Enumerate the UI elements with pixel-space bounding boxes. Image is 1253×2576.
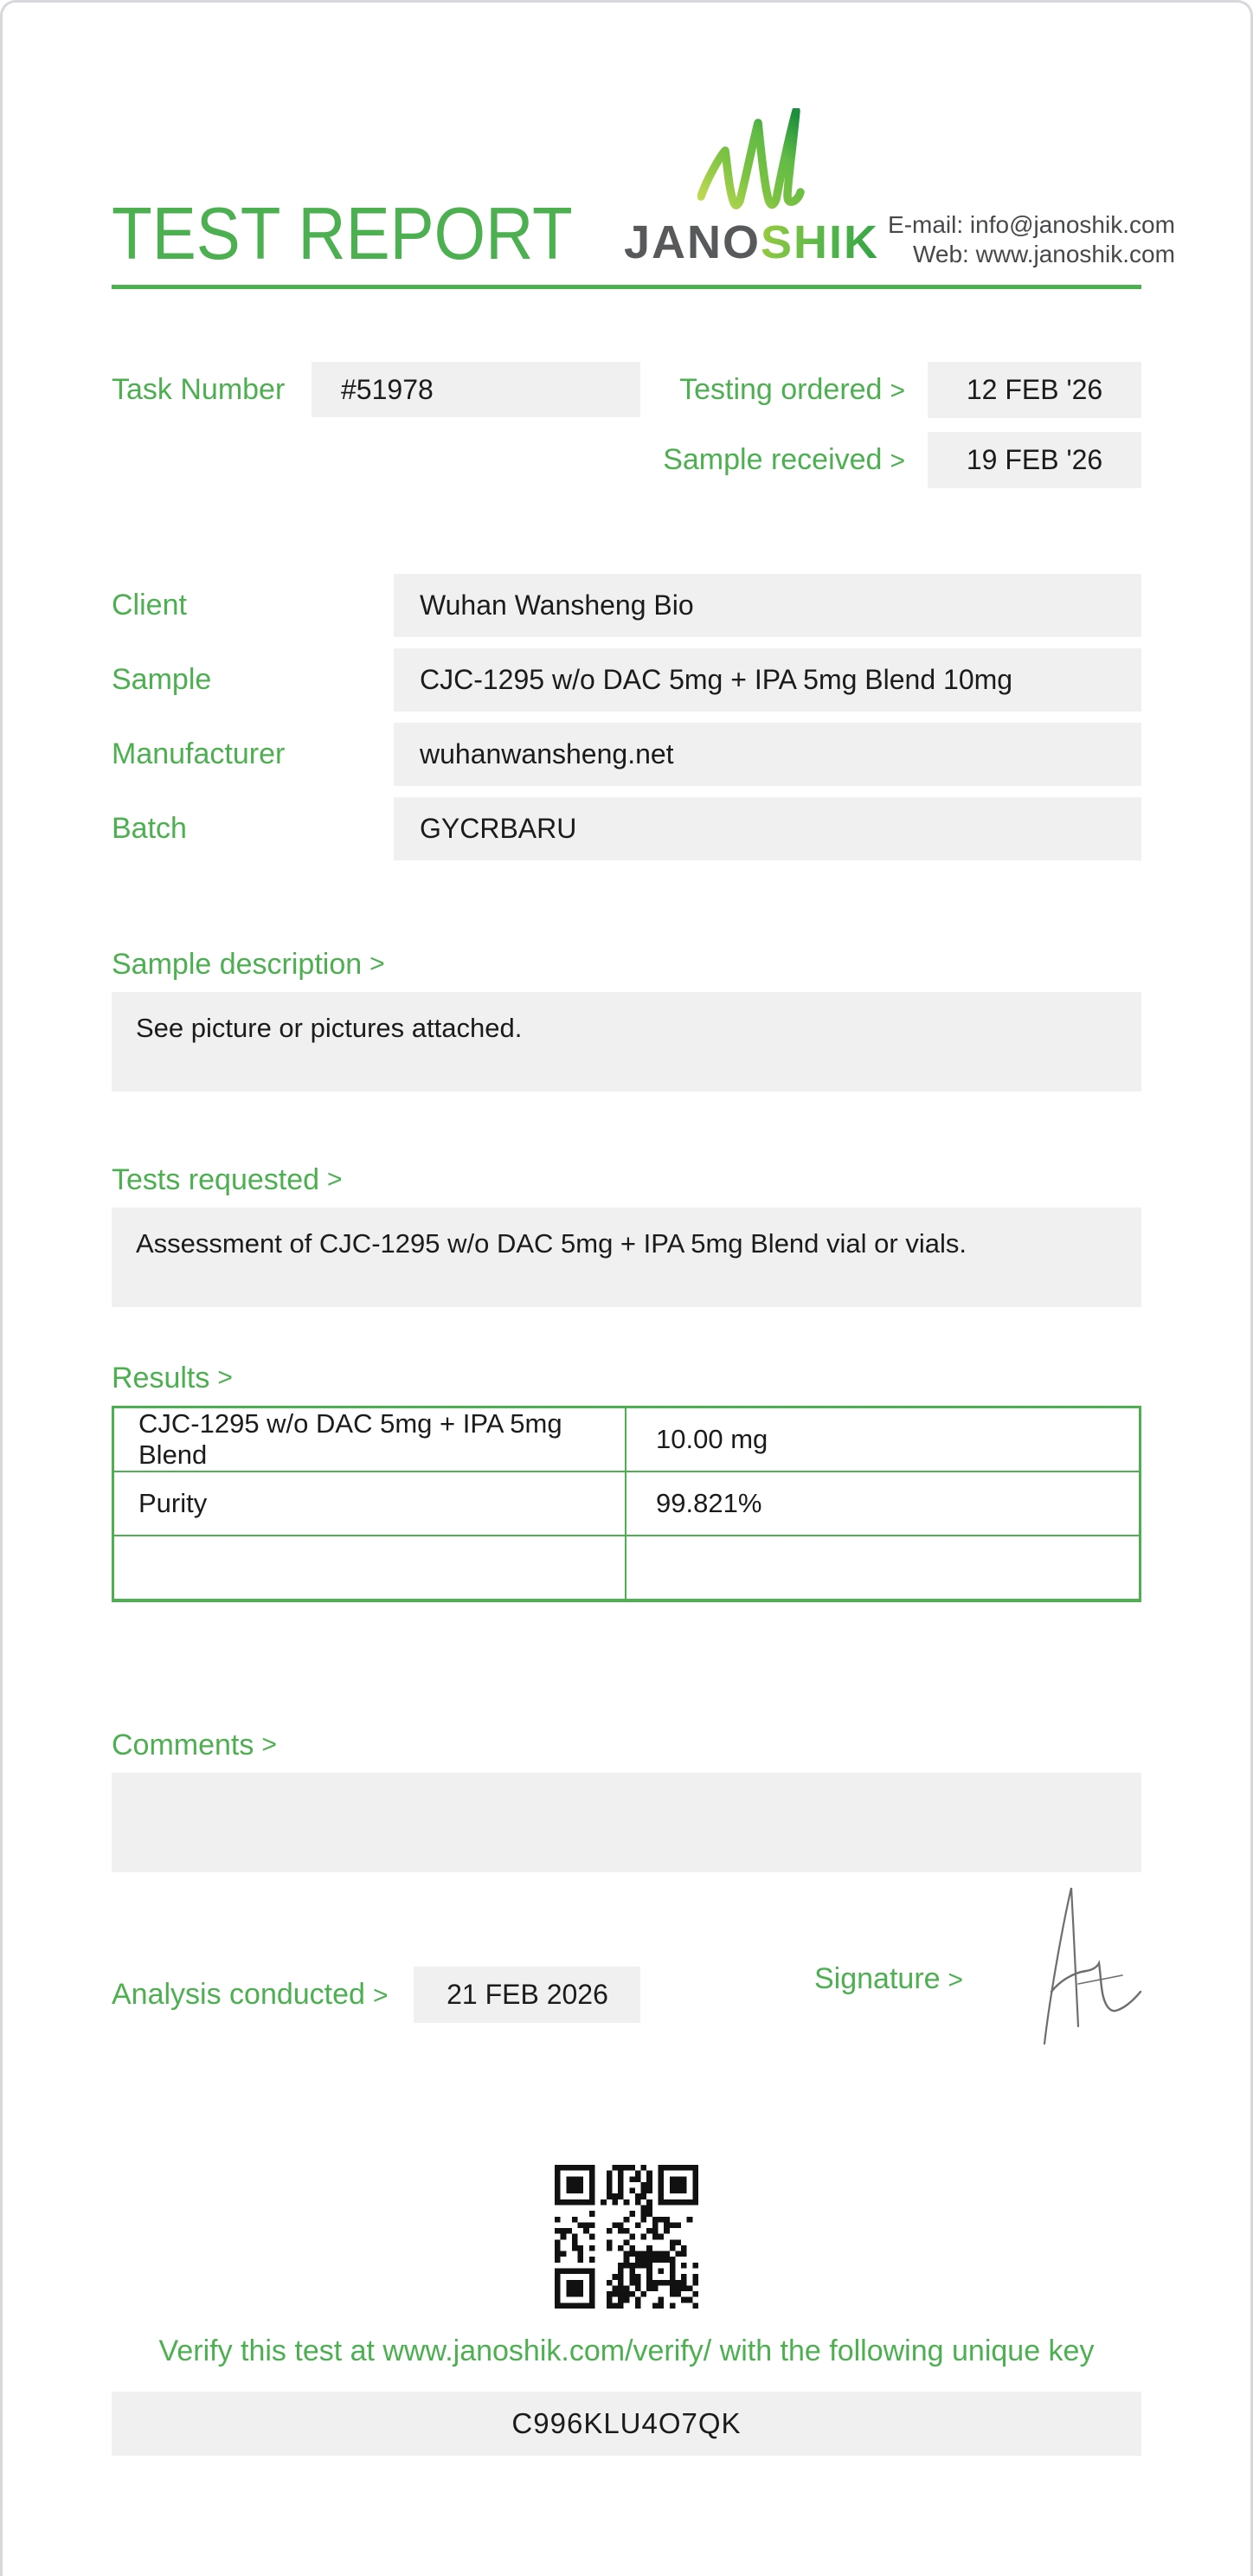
field-row-client — [112, 574, 1141, 637]
chevron-icon: > — [327, 1165, 343, 1194]
contact-web: Web: www.janoshik.com — [912, 241, 1175, 267]
sample-received-row — [663, 432, 1141, 488]
task-number-label: Task Number — [112, 372, 286, 406]
task-number-row — [112, 362, 640, 417]
qr-code — [555, 2165, 698, 2309]
client-value: Wuhan Wansheng Bio — [394, 574, 1141, 637]
brand-stack — [624, 108, 879, 266]
testing-ordered-value: 12 FEB '26 — [928, 362, 1141, 418]
comments-label — [112, 1728, 1141, 1762]
sample-description-label — [112, 947, 1141, 982]
tests-requested-box: Assessment of CJC-1295 w/o DAC 5mg + IPA 5mg Blend vial or vials. — [112, 1208, 1141, 1307]
report-content — [112, 108, 1175, 2456]
verify-key: C996KLU4O7QK — [112, 2392, 1141, 2456]
sample-received-value: 19 FEB '26 — [928, 432, 1141, 488]
brand-contact — [888, 210, 1175, 269]
task-number-value: #51978 — [312, 362, 640, 417]
header — [112, 108, 1175, 275]
header-rule — [112, 285, 1141, 289]
brand-wordmark — [623, 216, 880, 268]
verify-message: Verify this test at www.janoshik.com/verify/ with the following unique key — [158, 2334, 1095, 2367]
table-row — [114, 1408, 1139, 1472]
brand-wordmark-accent: SHIK — [761, 216, 880, 268]
sample-description-label-text: Sample description — [112, 948, 363, 981]
table-row — [114, 1472, 1139, 1536]
chevron-icon: > — [369, 950, 385, 978]
chevron-icon: > — [372, 1981, 389, 2010]
brand-mark-icon — [697, 108, 806, 214]
result-value-cell: 99.821% — [656, 1488, 762, 1518]
tests-requested-label — [112, 1162, 1141, 1197]
results-table — [112, 1406, 1141, 1602]
signature-image — [1039, 1882, 1152, 2051]
chevron-icon: > — [890, 377, 905, 405]
result-value-cell: 10.00 mg — [656, 1424, 768, 1454]
signature-label-text: Signature — [814, 1962, 941, 1995]
manufacturer-label: Manufacturer — [112, 737, 286, 770]
brand-wordmark-primary: JANO — [623, 216, 761, 268]
results-section — [112, 1361, 1141, 1602]
sample-value: CJC-1295 w/o DAC 5mg + IPA 5mg Blend 10mg — [394, 648, 1141, 712]
testing-ordered-row — [663, 362, 1141, 418]
testing-ordered-label — [679, 373, 905, 407]
table-row — [114, 1536, 1139, 1599]
field-row-sample — [112, 648, 1141, 712]
comments-label-text: Comments — [112, 1729, 254, 1761]
analysis-row — [112, 1962, 1141, 2023]
results-label-text: Results — [112, 1362, 210, 1394]
sample-description-section — [112, 947, 1141, 1092]
tests-requested-label-text: Tests requested — [112, 1163, 320, 1196]
batch-value: GYCRBARU — [394, 797, 1141, 860]
tests-requested-section — [112, 1162, 1141, 1307]
testing-ordered-label-text: Testing ordered — [679, 373, 883, 406]
chevron-icon: > — [890, 447, 905, 475]
result-name-cell — [114, 1536, 626, 1599]
chevron-icon: > — [217, 1363, 233, 1392]
sample-description-box: See picture or pictures attached. — [112, 992, 1141, 1092]
chevron-icon: > — [261, 1730, 277, 1759]
sample-received-label — [663, 443, 905, 477]
field-row-batch — [112, 797, 1141, 860]
chevron-icon: > — [948, 1966, 964, 1994]
brand-lockup — [624, 108, 1175, 266]
result-name-cell: Purity — [114, 1472, 626, 1535]
field-row-manufacturer — [112, 723, 1141, 786]
analysis-conducted-label — [112, 1978, 388, 2012]
sample-label: Sample — [112, 663, 212, 696]
sample-received-label-text: Sample received — [663, 443, 883, 476]
comments-section — [112, 1728, 1141, 1872]
analysis-conducted-value: 21 FEB 2026 — [414, 1967, 640, 2023]
dates-column — [663, 362, 1141, 488]
comments-box — [112, 1773, 1141, 1872]
manufacturer-value: wuhanwansheng.net — [394, 723, 1141, 786]
batch-label: Batch — [112, 812, 187, 845]
signature-label — [814, 1961, 963, 1998]
task-section — [112, 362, 1141, 488]
client-label: Client — [112, 589, 187, 621]
contact-email: E-mail: info@janoshik.com — [888, 211, 1175, 238]
qr-wrap — [112, 2165, 1141, 2309]
page-title: TEST REPORT — [112, 193, 573, 275]
result-name-cell: CJC-1295 w/o DAC 5mg + IPA 5mg Blend — [114, 1408, 626, 1471]
info-fields — [112, 574, 1141, 860]
result-value-cell — [626, 1536, 1139, 1599]
analysis-conducted-label-text: Analysis conducted — [112, 1978, 365, 2011]
results-label — [112, 1361, 1141, 1395]
